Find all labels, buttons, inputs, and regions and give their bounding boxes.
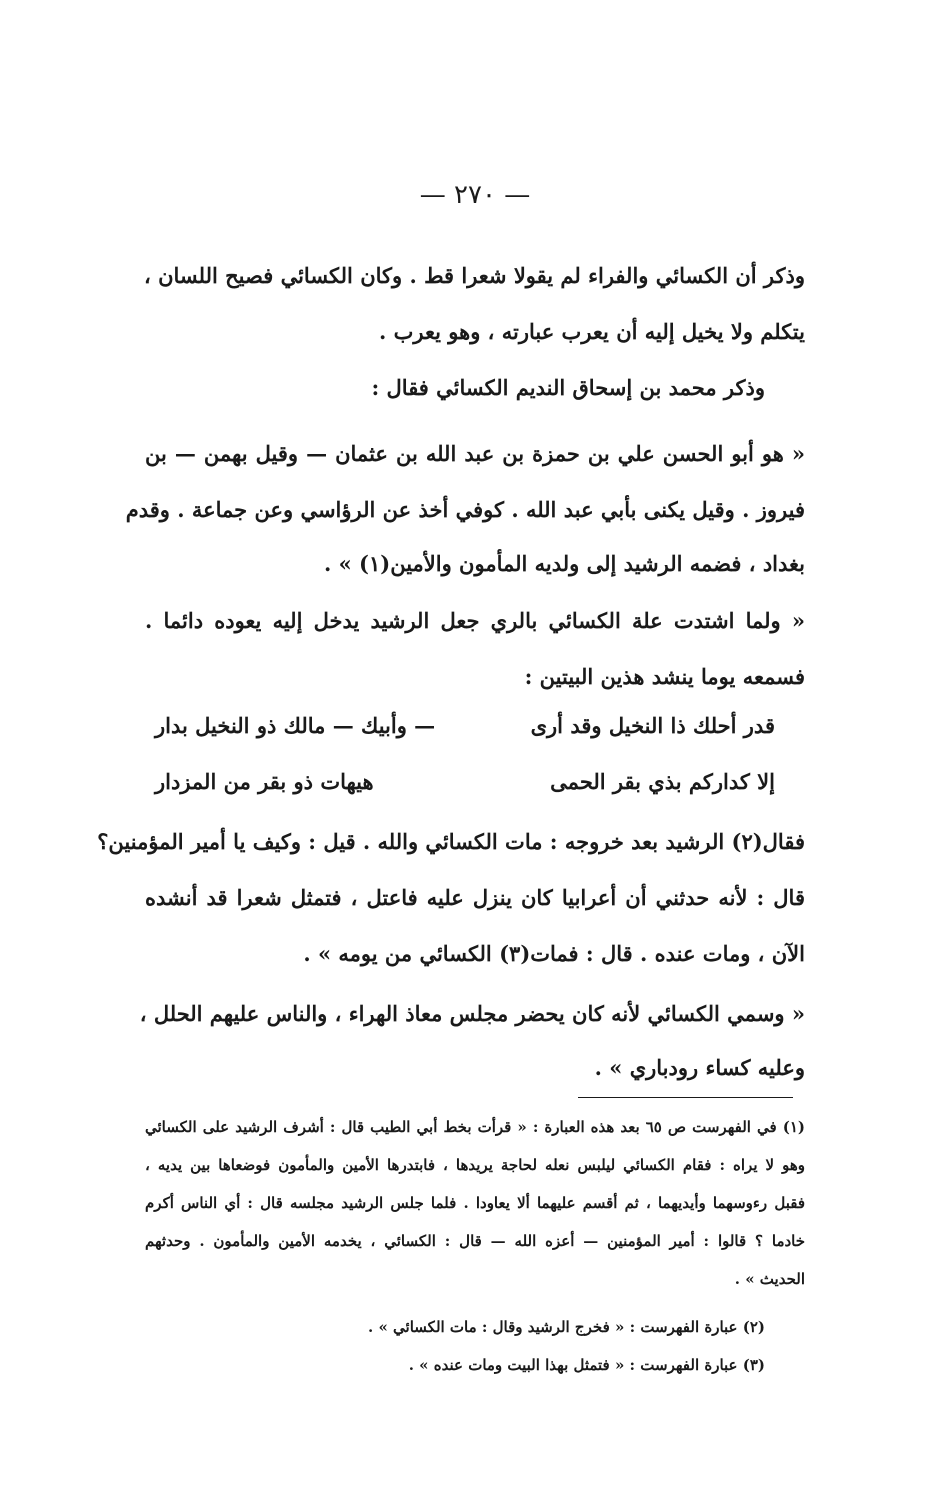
- footnote-line: (٣) عبارة الفهرست : « فتمثل بهذا البيت ومات عنده » .: [408, 1356, 765, 1374]
- verse-hemistich: — وأبيك — مالك ذو النخيل بدار: [155, 713, 436, 738]
- body-line: « ولما اشتدت علة الكسائي بالري جعل الرشيد يدخل إليه يعوده دائما .: [145, 608, 805, 633]
- body-line: فيروز . وقيل يكنى بأبي عبد الله . كوفي أخذ عن الرؤاسي وعن جماعة . وقدم: [125, 497, 805, 522]
- footnote-line: (١) في الفهرست ص ٦٥ بعد هذه العبارة : « قرأت بخط أبي الطيب قال : أشرف الرشيد على الكسائي: [145, 1118, 806, 1136]
- footnote-line: فقبل رءوسهما وأيديهما ، ثم أقسم عليهما ألا يعاودا . فلما جلس الرشيد مجلسه قال : أي الناس أكرم: [145, 1194, 805, 1212]
- footnotes: [97, 0, 806, 1493]
- footnote-line: الحديث » .: [734, 1270, 805, 1288]
- body-line: وذكر محمد بن إسحاق النديم الكسائي فقال :: [371, 375, 765, 400]
- body-line: يتكلم ولا يخيل إليه أن يعرب عبارته ، وهو يعرب .: [379, 319, 805, 344]
- body-line: « وسمي الكسائي لأنه كان يحضر مجلس معاذ الهراء ، والناس عليهم الحلل ،: [139, 1001, 805, 1026]
- verse-hemistich: هيهات ذو بقر من المزدار: [155, 769, 374, 794]
- page-number: — ٢٧٠ —: [419, 180, 531, 210]
- verse-hemistich: قدر أحلك ذا النخيل وقد أرى: [530, 713, 775, 738]
- body-line: فسمعه يوما ينشد هذين البيتين :: [524, 664, 805, 689]
- footnote-line: وهو لا يراه : فقام الكسائي ليلبس نعله لحاجة يريدها ، فابتدرها الأمين والمأمون فوضعاها بين يديه ،: [145, 1156, 805, 1174]
- verse-hemistich: إلا كداركم بذي بقر الحمى: [550, 769, 775, 794]
- footnote-line: (٢) عبارة الفهرست : « فخرج الرشيد وقال : مات الكسائي » .: [368, 1318, 765, 1336]
- body-line: بغداد ، فضمه الرشيد إلى ولديه المأمون والأمين(١) » .: [324, 551, 805, 576]
- body-line: قال : لأنه حدثني أن أعرابيا كان ينزل عليه فاعتل ، فتمثل شعرا قد أنشده: [145, 885, 805, 910]
- body-line: « هو أبو الحسن علي بن حمزة بن عبد الله بن عثمان — وقيل بهمن — بن: [145, 441, 805, 466]
- body-line: وذكر أن الكسائي والفراء لم يقولا شعرا قط . وكان الكسائي فصيح اللسان ،: [143, 263, 805, 288]
- footnote-line: خادما ؟ قالوا : أمير المؤمنين — أعزه الله — قال : الكسائي ، يخدمه الأمين والمأمون . وحدثهم: [145, 1232, 805, 1250]
- body-line: الآن ، ومات عنده . قال : فمات(٣) الكسائي من يومه » .: [303, 941, 805, 966]
- body-line: وعليه كساء رودباري » .: [594, 1055, 805, 1080]
- body-line: فقال(٢) الرشيد بعد خروجه : مات الكسائي والله . قيل : وكيف يا أمير المؤمنين؟: [97, 829, 805, 854]
